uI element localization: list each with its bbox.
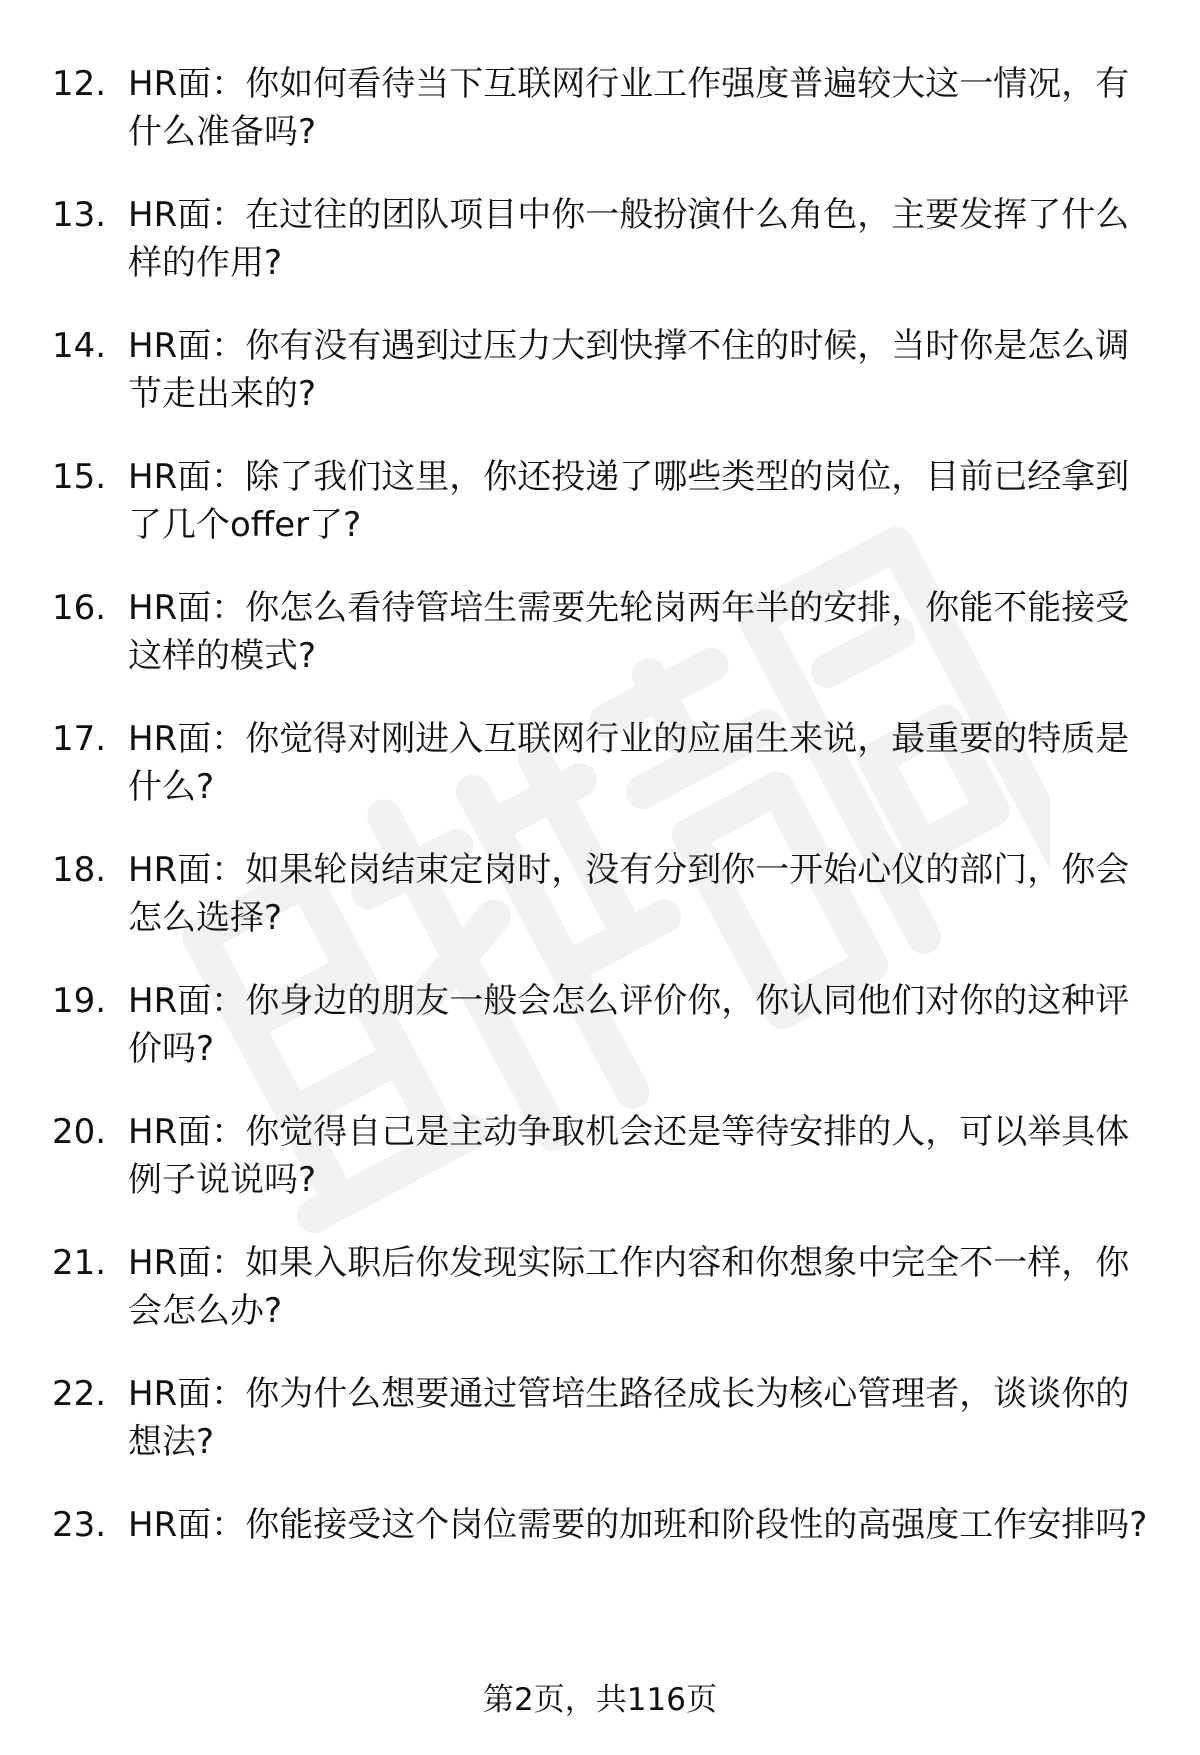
list-item: [0, 1108, 1200, 1239]
question-prefix: HR面：: [128, 457, 246, 497]
question-prefix: HR面：: [128, 588, 246, 628]
question-body: 你觉得对刚进入互联网行业的应届生来说，最重要的特质是什么?: [128, 719, 1130, 807]
list-item: [0, 977, 1200, 1108]
question-text: [128, 1370, 1158, 1466]
question-number: 19.: [52, 981, 107, 1021]
question-text: [128, 1108, 1158, 1204]
question-prefix: HR面：: [128, 719, 246, 759]
question-prefix: HR面：: [128, 326, 246, 366]
question-number: 14.: [52, 326, 107, 366]
question-body: 你怎么看待管培生需要先轮岗两年半的安排，你能不能接受这样的模式?: [128, 588, 1130, 676]
list-item: [0, 1239, 1200, 1370]
question-list: [0, 60, 1200, 1632]
question-number: 22.: [52, 1374, 107, 1414]
question-number: 17.: [52, 719, 107, 759]
list-item: [0, 322, 1200, 453]
question-text: [128, 191, 1158, 287]
list-item: [0, 60, 1200, 191]
question-prefix: HR面：: [128, 981, 246, 1021]
question-number: 21.: [52, 1243, 107, 1283]
question-prefix: HR面：: [128, 1374, 246, 1414]
list-item: [0, 191, 1200, 322]
question-number: 12.: [52, 64, 107, 104]
question-prefix: HR面：: [128, 64, 246, 104]
question-number: 18.: [52, 850, 107, 890]
question-body: 在过往的团队项目中你一般扮演什么角色，主要发挥了什么样的作用?: [128, 195, 1130, 283]
question-text: [128, 584, 1158, 680]
question-number: 23.: [52, 1505, 107, 1545]
list-item: [0, 584, 1200, 715]
question-body: 你觉得自己是主动争取机会还是等待安排的人，可以举具体例子说说吗?: [128, 1112, 1130, 1200]
question-body: 你有没有遇到过压力大到快撑不住的时候，当时你是怎么调节走出来的?: [128, 326, 1130, 414]
question-body: 你身边的朋友一般会怎么评价你，你认同他们对你的这种评价吗?: [128, 981, 1130, 1069]
list-item: [0, 1370, 1200, 1501]
list-item: [0, 715, 1200, 846]
question-text: [128, 846, 1158, 942]
question-prefix: HR面：: [128, 1112, 246, 1152]
question-text: [128, 60, 1158, 156]
question-text: [128, 1239, 1158, 1335]
question-body: 你如何看待当下互联网行业工作强度普遍较大这一情况，有什么准备吗?: [128, 64, 1130, 152]
question-number: 13.: [52, 195, 107, 235]
question-number: 16.: [52, 588, 107, 628]
question-body: 如果入职后你发现实际工作内容和你想象中完全不一样，你会怎么办?: [128, 1243, 1130, 1331]
question-text: [128, 453, 1158, 549]
question-text: [128, 715, 1158, 811]
question-number: 20.: [52, 1112, 107, 1152]
question-prefix: HR面：: [128, 1505, 246, 1545]
question-text: [128, 1501, 1158, 1549]
question-body: 如果轮岗结束定岗时，没有分到你一开始心仪的部门，你会怎么选择?: [128, 850, 1130, 938]
question-number: 15.: [52, 457, 107, 497]
question-prefix: HR面：: [128, 195, 246, 235]
list-item: [0, 1501, 1200, 1632]
question-body: 你为什么想要通过管培生路径成长为核心管理者，谈谈你的想法?: [128, 1374, 1130, 1462]
question-text: [128, 977, 1158, 1073]
list-item: [0, 846, 1200, 977]
question-prefix: HR面：: [128, 1243, 246, 1283]
question-body: 你能接受这个岗位需要的加班和阶段性的高强度工作安排吗?: [245, 1505, 1148, 1545]
page-number: 第2页，共116页: [483, 1682, 717, 1718]
question-text: [128, 322, 1158, 418]
list-item: [0, 453, 1200, 584]
question-body: 除了我们这里，你还投递了哪些类型的岗位，目前已经拿到了几个offer了?: [128, 457, 1130, 545]
question-prefix: HR面：: [128, 850, 246, 890]
